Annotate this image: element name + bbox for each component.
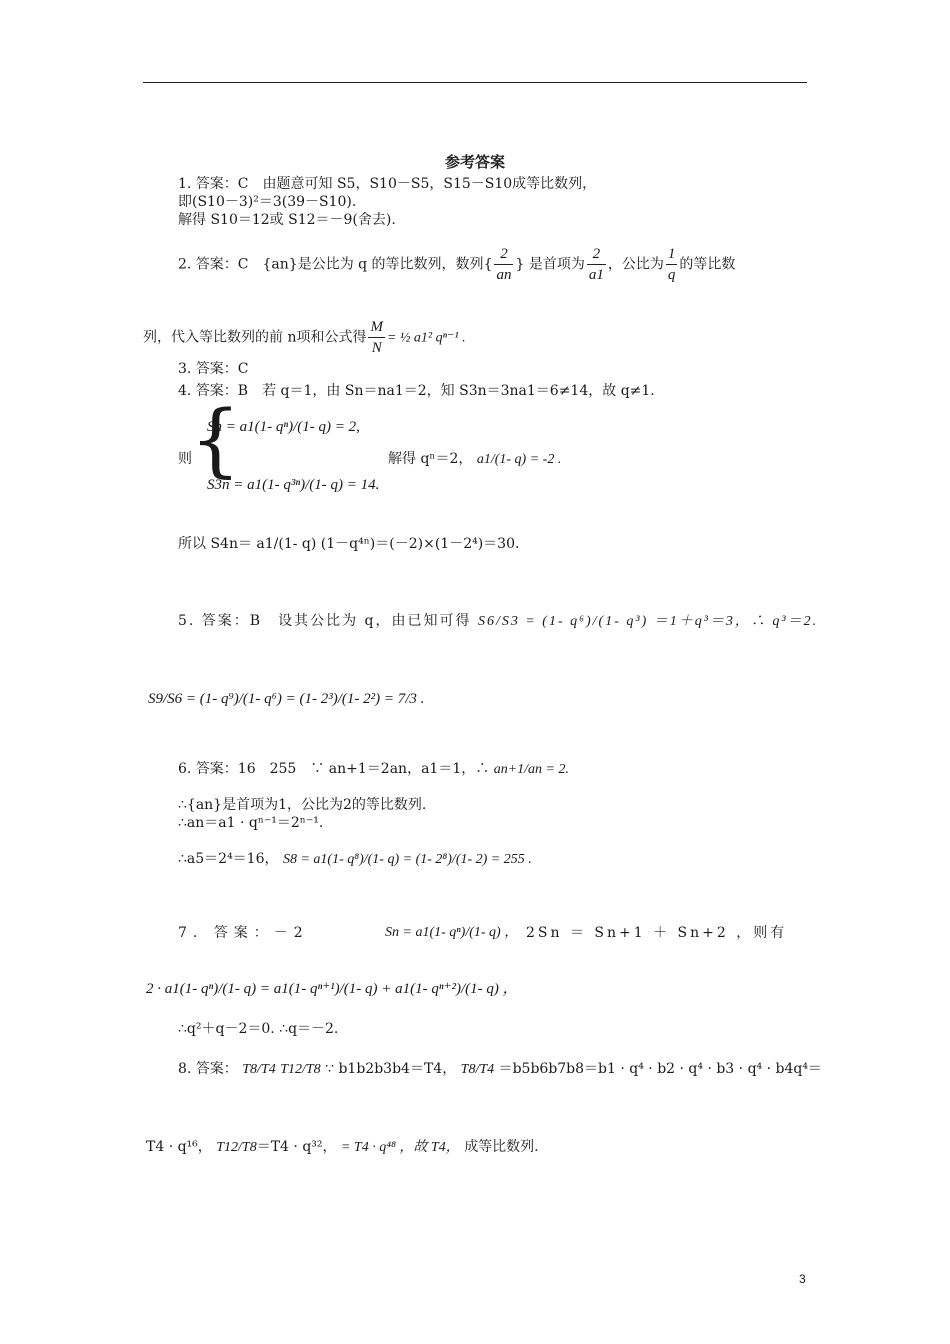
answer-2-mid1: 是首项为 — [528, 256, 585, 273]
answer-7-line1 — [178, 924, 309, 942]
answer-1-line2: 即(S10－3)²＝3(39－S10). — [178, 194, 357, 210]
frac-den: N — [368, 337, 385, 357]
answer-8-mid: ∵ b1b2b3b4＝T4， — [325, 1061, 457, 1077]
answer-8-label: 8. 答案： — [178, 1061, 238, 1077]
answer-8-frac3: T8/T4 — [460, 1062, 495, 1077]
frac-num: 1 — [667, 246, 676, 262]
answer-1-line1: 1. 答案：C 由题意可知 S5，S10－S5，S15－S10成等比数列， — [178, 176, 597, 192]
answer-4-sys2: S3n = a1(1- q³ⁿ)/(1- q) = 14. — [207, 477, 380, 493]
answer-1-line3: 解得 S10＝12或 S12＝－9(舍去). — [178, 212, 396, 228]
answer-5-eq2: S9/S6 = (1- q⁹)/(1- q⁶) = (1- 2³)/(1- 2²) = 7/3 . — [148, 691, 425, 707]
page-title: 参考答案 — [444, 153, 505, 171]
answer-6-text: 6. 答案：16 255 ∵ an+1＝2an，a1＝1，∴ — [178, 761, 490, 777]
frac-den: an — [494, 264, 513, 284]
answer-8-line2 — [146, 1138, 539, 1157]
answer-2-prefix: 2. 答案：C {an}是公比为 q 的等比数列，数列 — [178, 256, 484, 273]
answer-7-text: 7. 答案：－2 — [178, 925, 309, 941]
answer-2-line2 — [143, 318, 466, 357]
answer-8-tail: ＝b5b6b7b8＝b1 · q⁴ · b2 · q⁴ · b3 · q⁴ · b4q⁴＝ — [498, 1061, 822, 1077]
answer-4-sys1: Sn = a1(1- qⁿ)/(1- q) = 2, — [207, 419, 360, 435]
frac-num: 2 — [500, 246, 508, 262]
answer-2-line1: 2. 答案：C {an}是公比为 q 的等比数列，数列{ $\frac{2}{an}$ } 是首项为 $\frac{2}{a1}$ ，公比为 $\frac{1}{q}$ 的等比数 — [178, 246, 736, 283]
answer-2-frac2 — [587, 245, 606, 284]
frac-den: q — [666, 264, 678, 284]
answer-4-final: 所以 S4n＝ a1/(1- q) (1－q⁴ⁿ)＝(－2)×(1－2⁴)＝30. — [178, 536, 520, 552]
answer-2-tail: 的等比数 — [679, 256, 736, 273]
answer-8-line2c: = T4 · q⁴⁸ ，故 T4， — [340, 1140, 460, 1155]
answer-8-frac2: T12/T8 — [280, 1062, 321, 1077]
frac-num: 2 — [592, 246, 601, 262]
answer-7-eq1: Sn = a1(1- qⁿ)/(1- q) ， — [385, 925, 519, 940]
answer-8-line2d: 成等比数列. — [464, 1139, 539, 1155]
answer-2-mid2: ，公比为 — [607, 256, 664, 273]
answer-7-eq2: 2 · a1(1- qⁿ)/(1- q) = a1(1- qⁿ⁺¹)/(1- q) + a1(1- qⁿ⁺²)/(1- q) ， — [146, 981, 518, 997]
answer-2-mn-frac — [368, 318, 385, 357]
answer-6-line2: ∴{an}是首项为1，公比为2的等比数列. — [178, 797, 427, 813]
answer-5-line1 — [178, 612, 818, 631]
answer-6-line3: ∴an＝a1 · qⁿ⁻¹＝2ⁿ⁻¹. — [178, 815, 324, 831]
answer-6-eq: S8 = a1(1- q⁸)/(1- q) = (1- 2⁸)/(1- 2) = 255 . — [282, 852, 532, 867]
answer-8-line2b: ＝T4 · q³²， — [256, 1139, 337, 1155]
answer-2-line2-text: 列，代入等比数列的前 n项和公式得 — [143, 329, 367, 346]
header-rule — [143, 82, 807, 83]
answer-6-line4-text: ∴a5＝2⁴＝16， — [178, 851, 279, 867]
answer-4-ze: 则 — [178, 451, 192, 467]
frac-den: a1 — [587, 264, 606, 284]
answer-2-frac1 — [494, 245, 513, 284]
answer-4-solve-text: 解得 qⁿ＝2， — [388, 451, 473, 467]
answer-4-line1: 4. 答案：B 若 q＝1，由 Sn＝na1＝2，知 S3n＝3na1＝6≠14，故 q≠1. — [178, 383, 655, 399]
answer-7-tail: 2Sn ＝ Sn+1 ＋ Sn+2 ，则有 — [526, 925, 788, 941]
answer-5-text: 5. 答案：B 设其公比为 q，由已知可得 — [178, 613, 472, 629]
answer-4-solve-frac: a1/(1- q) = -2 . — [476, 452, 562, 467]
answer-4-solve — [388, 450, 561, 469]
answer-2-frac3 — [666, 245, 678, 284]
answer-6-line4 — [178, 850, 532, 869]
answer-7-line3: ∴q²＋q－2＝0. ∴q＝－2. — [178, 1021, 339, 1037]
answer-6-frac: an+1/an = 2. — [493, 762, 569, 777]
answer-6-line1 — [178, 760, 569, 779]
answer-2-eq-rhs: = ½ a1² qⁿ⁻¹ . — [386, 330, 466, 346]
answer-8-line2a: T4 · q¹⁶， — [146, 1139, 212, 1155]
answer-3-line1: 3. 答案：C — [178, 361, 249, 377]
page-number: 3 — [799, 1272, 806, 1286]
answer-8-frac1: T8/T4 — [242, 1062, 276, 1077]
system-brace: { — [190, 393, 241, 486]
answer-5-eq1: S6/S3 = (1- q⁶)/(1- q³) ＝1＋q³＝3，∴ q³＝2. — [477, 614, 819, 629]
answer-8-line2-frac1: T12/T8 — [216, 1140, 257, 1155]
answer-8-line1 — [178, 1060, 822, 1079]
frac-num: M — [370, 319, 383, 335]
